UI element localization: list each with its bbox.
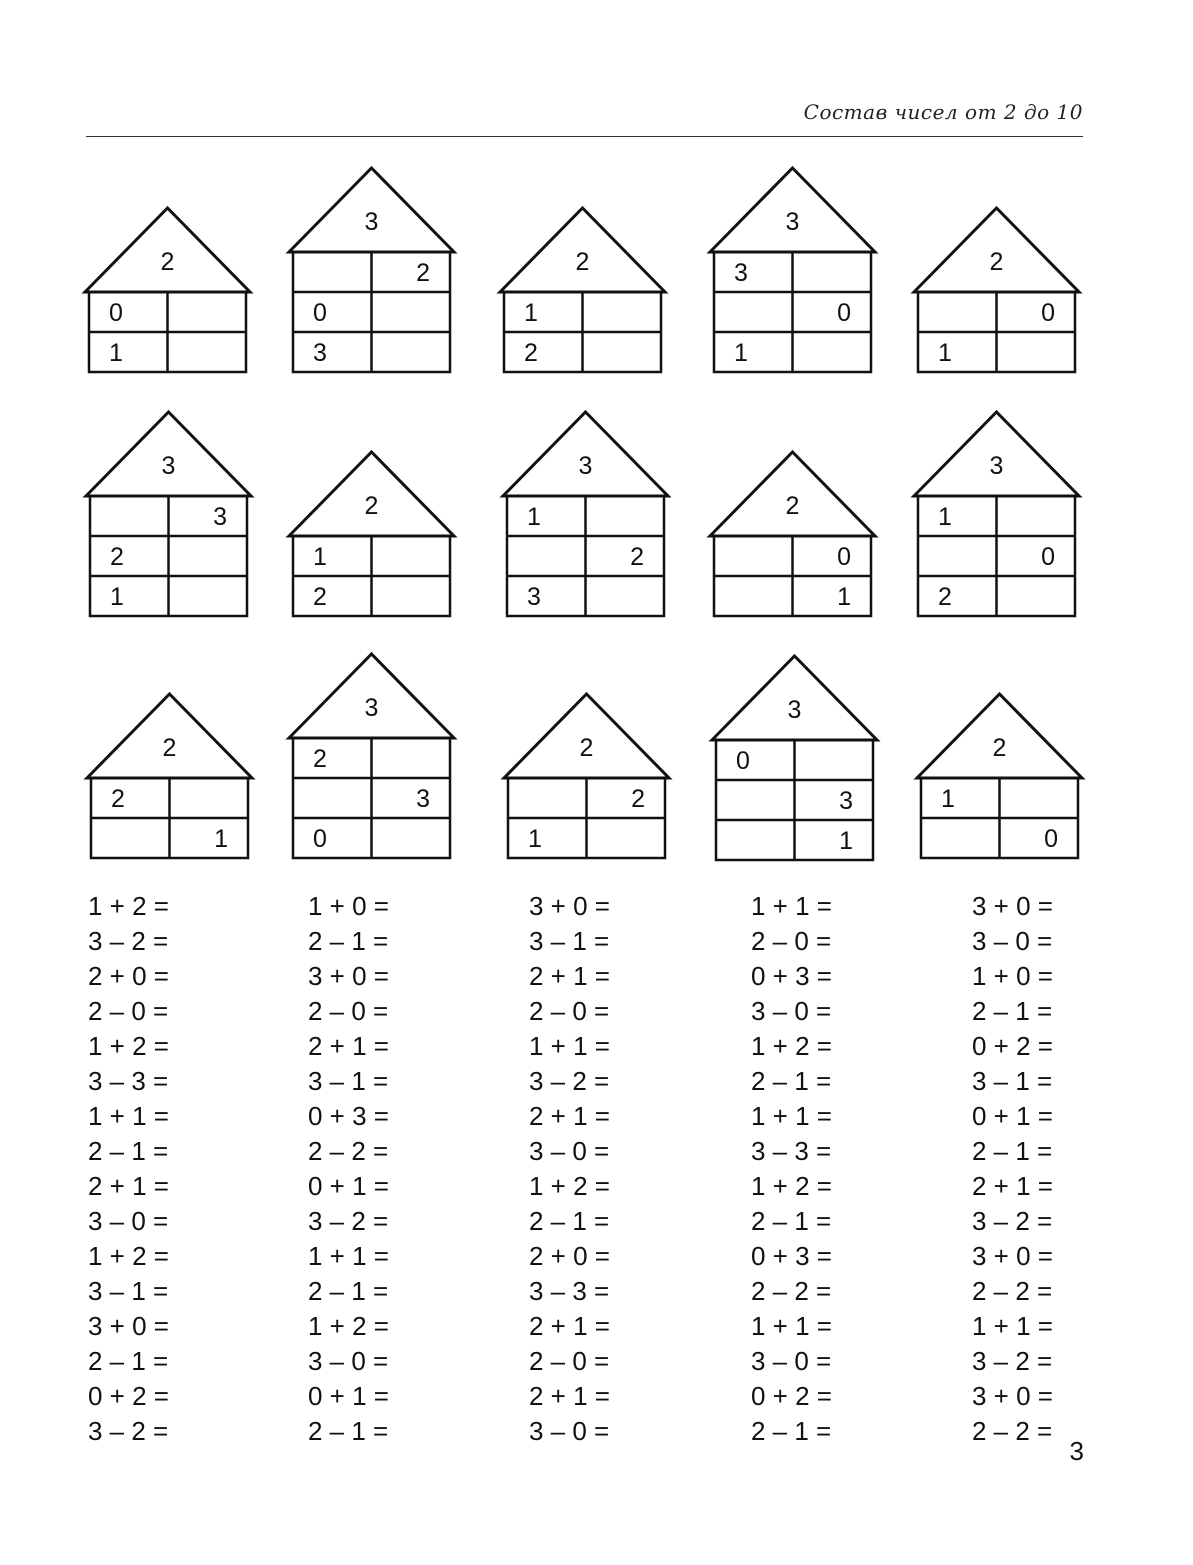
roof-number: 2 <box>992 734 1007 762</box>
exercise-line: 3 + 0 = <box>972 1381 1053 1411</box>
cell-number-left: 2 <box>111 785 125 813</box>
house-drawing <box>917 692 1082 860</box>
cell-number-right: 1 <box>214 825 228 853</box>
exercise-line: 2 – 1 = <box>751 1206 832 1236</box>
exercise-line: 1 + 2 = <box>751 1031 832 1061</box>
page-number: 3 <box>1069 1436 1084 1466</box>
cell-number-left: 2 <box>313 583 327 611</box>
cell-number-right: 1 <box>837 583 851 611</box>
exercise-column-4 <box>751 889 832 1449</box>
cell-number-right: 3 <box>416 785 430 813</box>
exercise-line: 3 – 0 = <box>751 1346 832 1376</box>
house-drawing <box>710 450 875 618</box>
cell-number-left: 1 <box>524 299 538 327</box>
exercise-line: 2 + 0 = <box>88 961 169 991</box>
house-drawing <box>500 206 665 374</box>
exercise-column-5 <box>972 889 1053 1449</box>
roof-number: 2 <box>579 734 594 762</box>
exercise-line: 2 – 0 = <box>88 996 169 1026</box>
exercise-line: 3 – 2 = <box>308 1206 389 1236</box>
number-house <box>86 410 251 618</box>
exercise-line: 3 – 0 = <box>972 926 1053 956</box>
number-house <box>917 692 1082 860</box>
house-drawing <box>712 654 877 862</box>
exercise-line: 2 + 1 = <box>529 961 610 991</box>
exercise-line: 3 – 0 = <box>529 1136 610 1166</box>
house-drawing <box>289 166 454 374</box>
cell-number-left: 1 <box>109 339 123 367</box>
number-house <box>87 692 252 860</box>
house-drawing <box>86 410 251 618</box>
exercise-column-2 <box>308 889 389 1449</box>
cell-number-left: 3 <box>527 583 541 611</box>
cell-number-right: 0 <box>837 299 851 327</box>
exercise-line: 2 – 0 = <box>308 996 389 1026</box>
roof-number: 3 <box>161 452 176 480</box>
cell-number-right: 2 <box>416 259 430 287</box>
exercise-line: 1 + 1 = <box>751 1101 832 1131</box>
exercise-line: 1 + 2 = <box>529 1171 610 1201</box>
exercise-line: 0 + 1 = <box>972 1101 1053 1131</box>
exercise-line: 0 + 1 = <box>308 1381 389 1411</box>
exercise-line: 1 + 1 = <box>972 1311 1053 1341</box>
exercise-line: 3 – 3 = <box>88 1066 169 1096</box>
cell-number-right: 0 <box>1041 299 1055 327</box>
roof-number: 3 <box>364 694 379 722</box>
exercise-line: 0 + 1 = <box>308 1171 389 1201</box>
exercise-line: 3 – 1 = <box>529 926 610 956</box>
exercise-line: 0 + 3 = <box>751 961 832 991</box>
exercise-line: 2 – 1 = <box>308 1416 389 1446</box>
exercise-line: 2 – 0 = <box>529 1346 610 1376</box>
exercise-line: 3 – 3 = <box>529 1276 610 1306</box>
exercise-line: 1 + 1 = <box>751 891 832 921</box>
exercise-line: 1 + 2 = <box>88 1031 169 1061</box>
number-house <box>289 166 454 374</box>
cell-number-left: 2 <box>313 745 327 773</box>
exercise-line: 1 + 2 = <box>751 1171 832 1201</box>
cell-number-right: 3 <box>839 787 853 815</box>
roof-number: 2 <box>989 248 1004 276</box>
exercise-line: 2 – 1 = <box>529 1206 610 1236</box>
number-house <box>289 450 454 618</box>
cell-number-right: 1 <box>839 827 853 855</box>
cell-number-left: 0 <box>736 747 750 775</box>
header-divider <box>86 136 1083 137</box>
cell-number-left: 1 <box>938 339 952 367</box>
exercise-line: 0 + 2 = <box>88 1381 169 1411</box>
exercise-line: 2 – 1 = <box>751 1416 832 1446</box>
exercise-line: 2 + 0 = <box>529 1241 610 1271</box>
exercise-line: 1 + 0 = <box>972 961 1053 991</box>
cell-number-left: 1 <box>941 785 955 813</box>
exercise-line: 2 + 1 = <box>529 1311 610 1341</box>
number-house <box>710 166 875 374</box>
exercise-line: 1 + 1 = <box>308 1241 389 1271</box>
number-house <box>914 206 1079 374</box>
number-house <box>504 692 669 860</box>
cell-number-left: 2 <box>110 543 124 571</box>
house-drawing <box>504 692 669 860</box>
roof-number: 2 <box>785 492 800 520</box>
cell-number-right: 2 <box>631 785 645 813</box>
roof-number: 2 <box>162 734 177 762</box>
house-drawing <box>914 410 1079 618</box>
exercise-line: 2 – 2 = <box>972 1416 1053 1446</box>
exercise-line: 1 + 1 = <box>88 1101 169 1131</box>
cell-number-left: 1 <box>110 583 124 611</box>
exercise-line: 2 – 1 = <box>308 1276 389 1306</box>
number-house <box>500 206 665 374</box>
exercise-line: 1 + 2 = <box>88 1241 169 1271</box>
cell-number-left: 3 <box>313 339 327 367</box>
exercise-line: 0 + 2 = <box>972 1031 1053 1061</box>
exercise-line: 1 + 2 = <box>88 891 169 921</box>
house-drawing <box>503 410 668 618</box>
exercise-columns <box>0 889 1193 1459</box>
house-drawing <box>85 206 250 374</box>
number-house <box>85 206 250 374</box>
cell-number-left: 1 <box>528 825 542 853</box>
exercise-line: 2 – 1 = <box>972 1136 1053 1166</box>
exercise-line: 2 – 2 = <box>308 1136 389 1166</box>
cell-number-left: 1 <box>313 543 327 571</box>
exercise-line: 2 – 0 = <box>529 996 610 1026</box>
cell-number-left: 0 <box>313 299 327 327</box>
exercise-line: 0 + 3 = <box>308 1101 389 1131</box>
exercise-line: 3 – 2 = <box>972 1206 1053 1236</box>
house-drawing <box>710 166 875 374</box>
running-header-title: Состав чисел от 2 до 10 <box>803 100 1083 124</box>
cell-number-left: 3 <box>734 259 748 287</box>
exercise-line: 1 + 0 = <box>308 891 389 921</box>
exercise-line: 3 – 0 = <box>529 1416 610 1446</box>
exercise-line: 3 – 2 = <box>529 1066 610 1096</box>
roof-number: 2 <box>160 248 175 276</box>
exercise-line: 2 – 2 = <box>751 1276 832 1306</box>
roof-number: 3 <box>787 696 802 724</box>
roof-number: 3 <box>364 208 379 236</box>
exercise-line: 2 – 1 = <box>88 1346 169 1376</box>
cell-number-left: 1 <box>938 503 952 531</box>
number-house <box>914 410 1079 618</box>
number-house <box>503 410 668 618</box>
roof-number: 3 <box>578 452 593 480</box>
number-house <box>712 654 877 862</box>
exercise-line: 3 + 0 = <box>88 1311 169 1341</box>
exercise-line: 0 + 2 = <box>751 1381 832 1411</box>
exercise-line: 2 – 1 = <box>88 1136 169 1166</box>
exercise-line: 2 + 1 = <box>529 1381 610 1411</box>
exercise-line: 3 – 0 = <box>308 1346 389 1376</box>
exercise-line: 3 – 0 = <box>751 996 832 1026</box>
roof-number: 2 <box>364 492 379 520</box>
exercise-line: 3 + 0 = <box>529 891 610 921</box>
exercise-line: 2 + 1 = <box>972 1171 1053 1201</box>
exercise-line: 2 + 1 = <box>529 1101 610 1131</box>
exercise-line: 3 + 0 = <box>972 1241 1053 1271</box>
exercise-line: 1 + 2 = <box>308 1311 389 1341</box>
house-drawing <box>914 206 1079 374</box>
exercise-line: 3 – 2 = <box>972 1346 1053 1376</box>
number-house <box>289 652 454 860</box>
roof-number: 2 <box>575 248 590 276</box>
roof-number: 3 <box>989 452 1004 480</box>
exercise-line: 2 – 1 = <box>308 926 389 956</box>
house-drawing <box>289 450 454 618</box>
house-drawing <box>87 692 252 860</box>
cell-number-right: 0 <box>837 543 851 571</box>
cell-number-right: 0 <box>1044 825 1058 853</box>
exercise-line: 3 – 2 = <box>88 926 169 956</box>
cell-number-left: 1 <box>527 503 541 531</box>
exercise-line: 3 + 0 = <box>972 891 1053 921</box>
cell-number-left: 0 <box>109 299 123 327</box>
house-drawing <box>289 652 454 860</box>
exercise-line: 2 – 2 = <box>972 1276 1053 1306</box>
exercise-line: 3 – 2 = <box>88 1416 169 1446</box>
exercise-line: 2 + 1 = <box>88 1171 169 1201</box>
cell-number-right: 3 <box>213 503 227 531</box>
exercise-column-3 <box>529 889 610 1449</box>
exercise-line: 3 – 1 = <box>308 1066 389 1096</box>
cell-number-right: 0 <box>1041 543 1055 571</box>
exercise-line: 2 – 1 = <box>972 996 1053 1026</box>
roof-number: 3 <box>785 208 800 236</box>
cell-number-left: 2 <box>938 583 952 611</box>
exercise-line: 0 + 3 = <box>751 1241 832 1271</box>
exercise-line: 3 + 0 = <box>308 961 389 991</box>
exercise-line: 3 – 0 = <box>88 1206 169 1236</box>
exercise-line: 2 – 1 = <box>751 1066 832 1096</box>
cell-number-left: 0 <box>313 825 327 853</box>
number-house <box>710 450 875 618</box>
exercise-line: 2 + 1 = <box>308 1031 389 1061</box>
exercise-line: 2 – 0 = <box>751 926 832 956</box>
exercise-column-1 <box>88 889 169 1449</box>
exercise-line: 1 + 1 = <box>751 1311 832 1341</box>
exercise-line: 3 – 1 = <box>88 1276 169 1306</box>
cell-number-left: 2 <box>524 339 538 367</box>
cell-number-left: 1 <box>734 339 748 367</box>
cell-number-right: 2 <box>630 543 644 571</box>
exercise-line: 1 + 1 = <box>529 1031 610 1061</box>
exercise-line: 3 – 1 = <box>972 1066 1053 1096</box>
exercise-line: 3 – 3 = <box>751 1136 832 1166</box>
